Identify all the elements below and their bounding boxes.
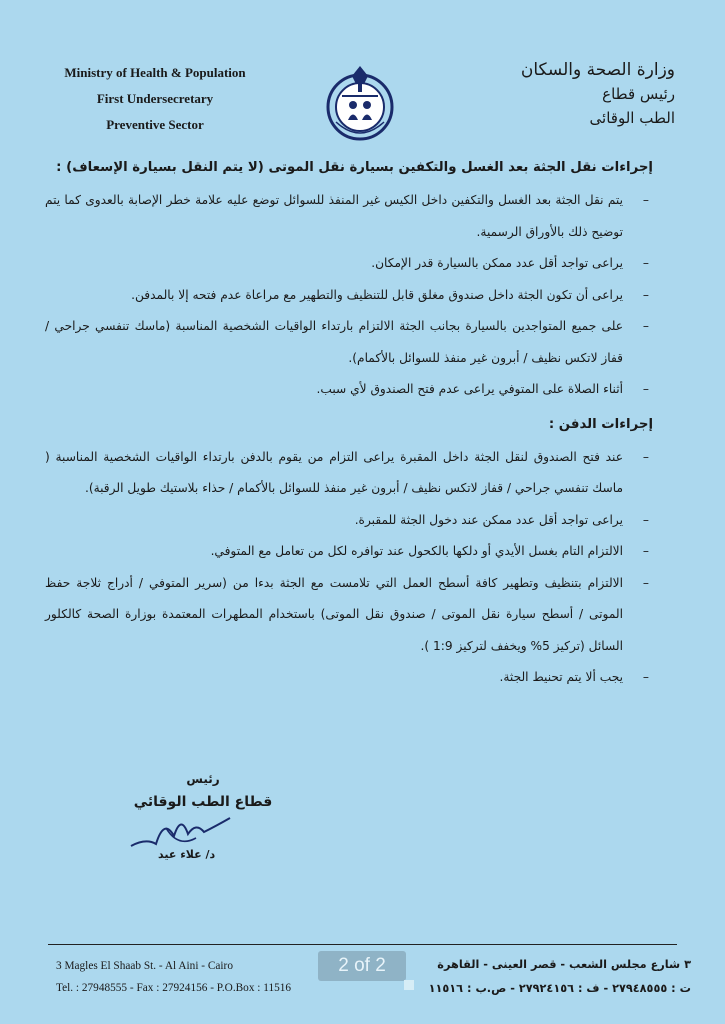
list-item: – على جميع المتواجدين بالسيارة بجانب الجثة الالتزام بارتداء الواقيات الشخصية المناسبة (ماسك تنفسي جراحي / قفاز لاتكس نظيف / أبرون غير منفذ للسوائل بالأكمام). bbox=[45, 319, 649, 365]
undersecretary-en: First Undersecretary bbox=[96, 91, 214, 106]
ministry-name-ar: وزارة الصحة والسكان bbox=[520, 60, 675, 80]
signature-block bbox=[118, 768, 288, 861]
list-item: – يتم نقل الجثة بعد الغسل والتكفين داخل الكيس غير المنفذ للسوائل توضع عليه علامة خطر الإصابة بالعدوى كما يتم توضيح ذلك بالأوراق الرسمية. bbox=[45, 193, 649, 239]
list-item: – الالتزام بتنظيف وتطهير كافة أسطح العمل التي تلامست مع الجثة بدءا من (سرير المتوفي / أدراج ثلاجة حفظ الموتى / أسطح سيارة نقل الموتى / صندوق نقل الموتى) باستخدام المطهرات المعتمدة بوزارة الصحة كالكلور السائل (تركيز 5% ويخفف لتركيز 1:9 ). bbox=[45, 575, 649, 653]
list-item: – الالتزام التام بغسل الأيدي أو دلكها بالكحول عند توافره لكل من تعامل مع المتوفي. bbox=[210, 544, 649, 558]
signatory-sector: قطاع الطب الوقائي bbox=[133, 794, 273, 810]
sector-head-ar: رئيس قطاع bbox=[602, 85, 675, 103]
ministry-name-en: Ministry of Health & Population bbox=[64, 65, 246, 80]
arabic-letterhead bbox=[435, 58, 675, 130]
list-item: – يراعى تواجد أقل عدد ممكن بالسيارة قدر الإمكان. bbox=[371, 256, 649, 270]
list-item: – يراعى أن تكون الجثة داخل صندوق مغلق قابل للتنظيف والتطهير مع مراعاة عدم فتحه إلا بالمدفن. bbox=[131, 287, 649, 302]
footer-arabic bbox=[429, 953, 691, 1001]
sector-en: Preventive Sector bbox=[106, 117, 204, 132]
english-letterhead bbox=[40, 60, 270, 138]
list-item: – أثناء الصلاة على المتوفي يراعى عدم فتح الصندوق لأي سبب. bbox=[316, 382, 649, 396]
contact-ar: ت : ٢٧٩٤٨٥٥٥ - ف : ٢٧٩٢٤١٥٦ - ص.ب : ١١٥١٦ bbox=[428, 982, 691, 995]
preventive-medicine-ar: الطب الوقائى bbox=[589, 109, 675, 127]
list-item: – يراعى تواجد أقل عدد ممكن عند دخول الجثة للمقبرة. bbox=[354, 512, 649, 527]
contact-en: Tel. : 27948555 - Fax : 27924156 - P.O.Box : 11516 bbox=[56, 982, 292, 994]
footer-english bbox=[56, 955, 291, 999]
document-body bbox=[45, 153, 653, 694]
address-en: 3 Magles El Shaab St. - Al Aini - Cairo bbox=[56, 960, 233, 972]
section-heading-burial: إجراءات الدفن : bbox=[548, 416, 653, 432]
list-item: – يجب ألا يتم تحنيط الجثة. bbox=[499, 670, 649, 684]
signatory-name: د/ علاء عيد bbox=[158, 848, 216, 861]
page-indicator: 2 of 2 bbox=[318, 951, 406, 981]
ministry-emblem-icon bbox=[322, 62, 398, 142]
footer-divider bbox=[48, 944, 677, 945]
signatory-title: رئيس bbox=[186, 772, 220, 786]
list-item: – عند فتح الصندوق لنقل الجثة داخل المقبرة يراعى التزام من يقوم بالدفن بارتداء الواقيات الشخصية المناسبة ( ماسك تنفسي جراحي / قفاز لاتكس نظيف / أبرون غير منفذ للسوائل بالأكمام / حذاء بلاستيك طويل الرقبة). bbox=[45, 449, 649, 495]
section-heading-transport: إجراءات نقل الجثة بعد الغسل والتكفين بسيارة نقل الموتى (لا يتم النقل بسيارة الإسعاف) : bbox=[56, 160, 653, 175]
resize-corner-icon[interactable] bbox=[404, 980, 414, 990]
address-ar: ٣ شارع مجلس الشعب - قصر العينى - القاهرة bbox=[437, 958, 691, 971]
